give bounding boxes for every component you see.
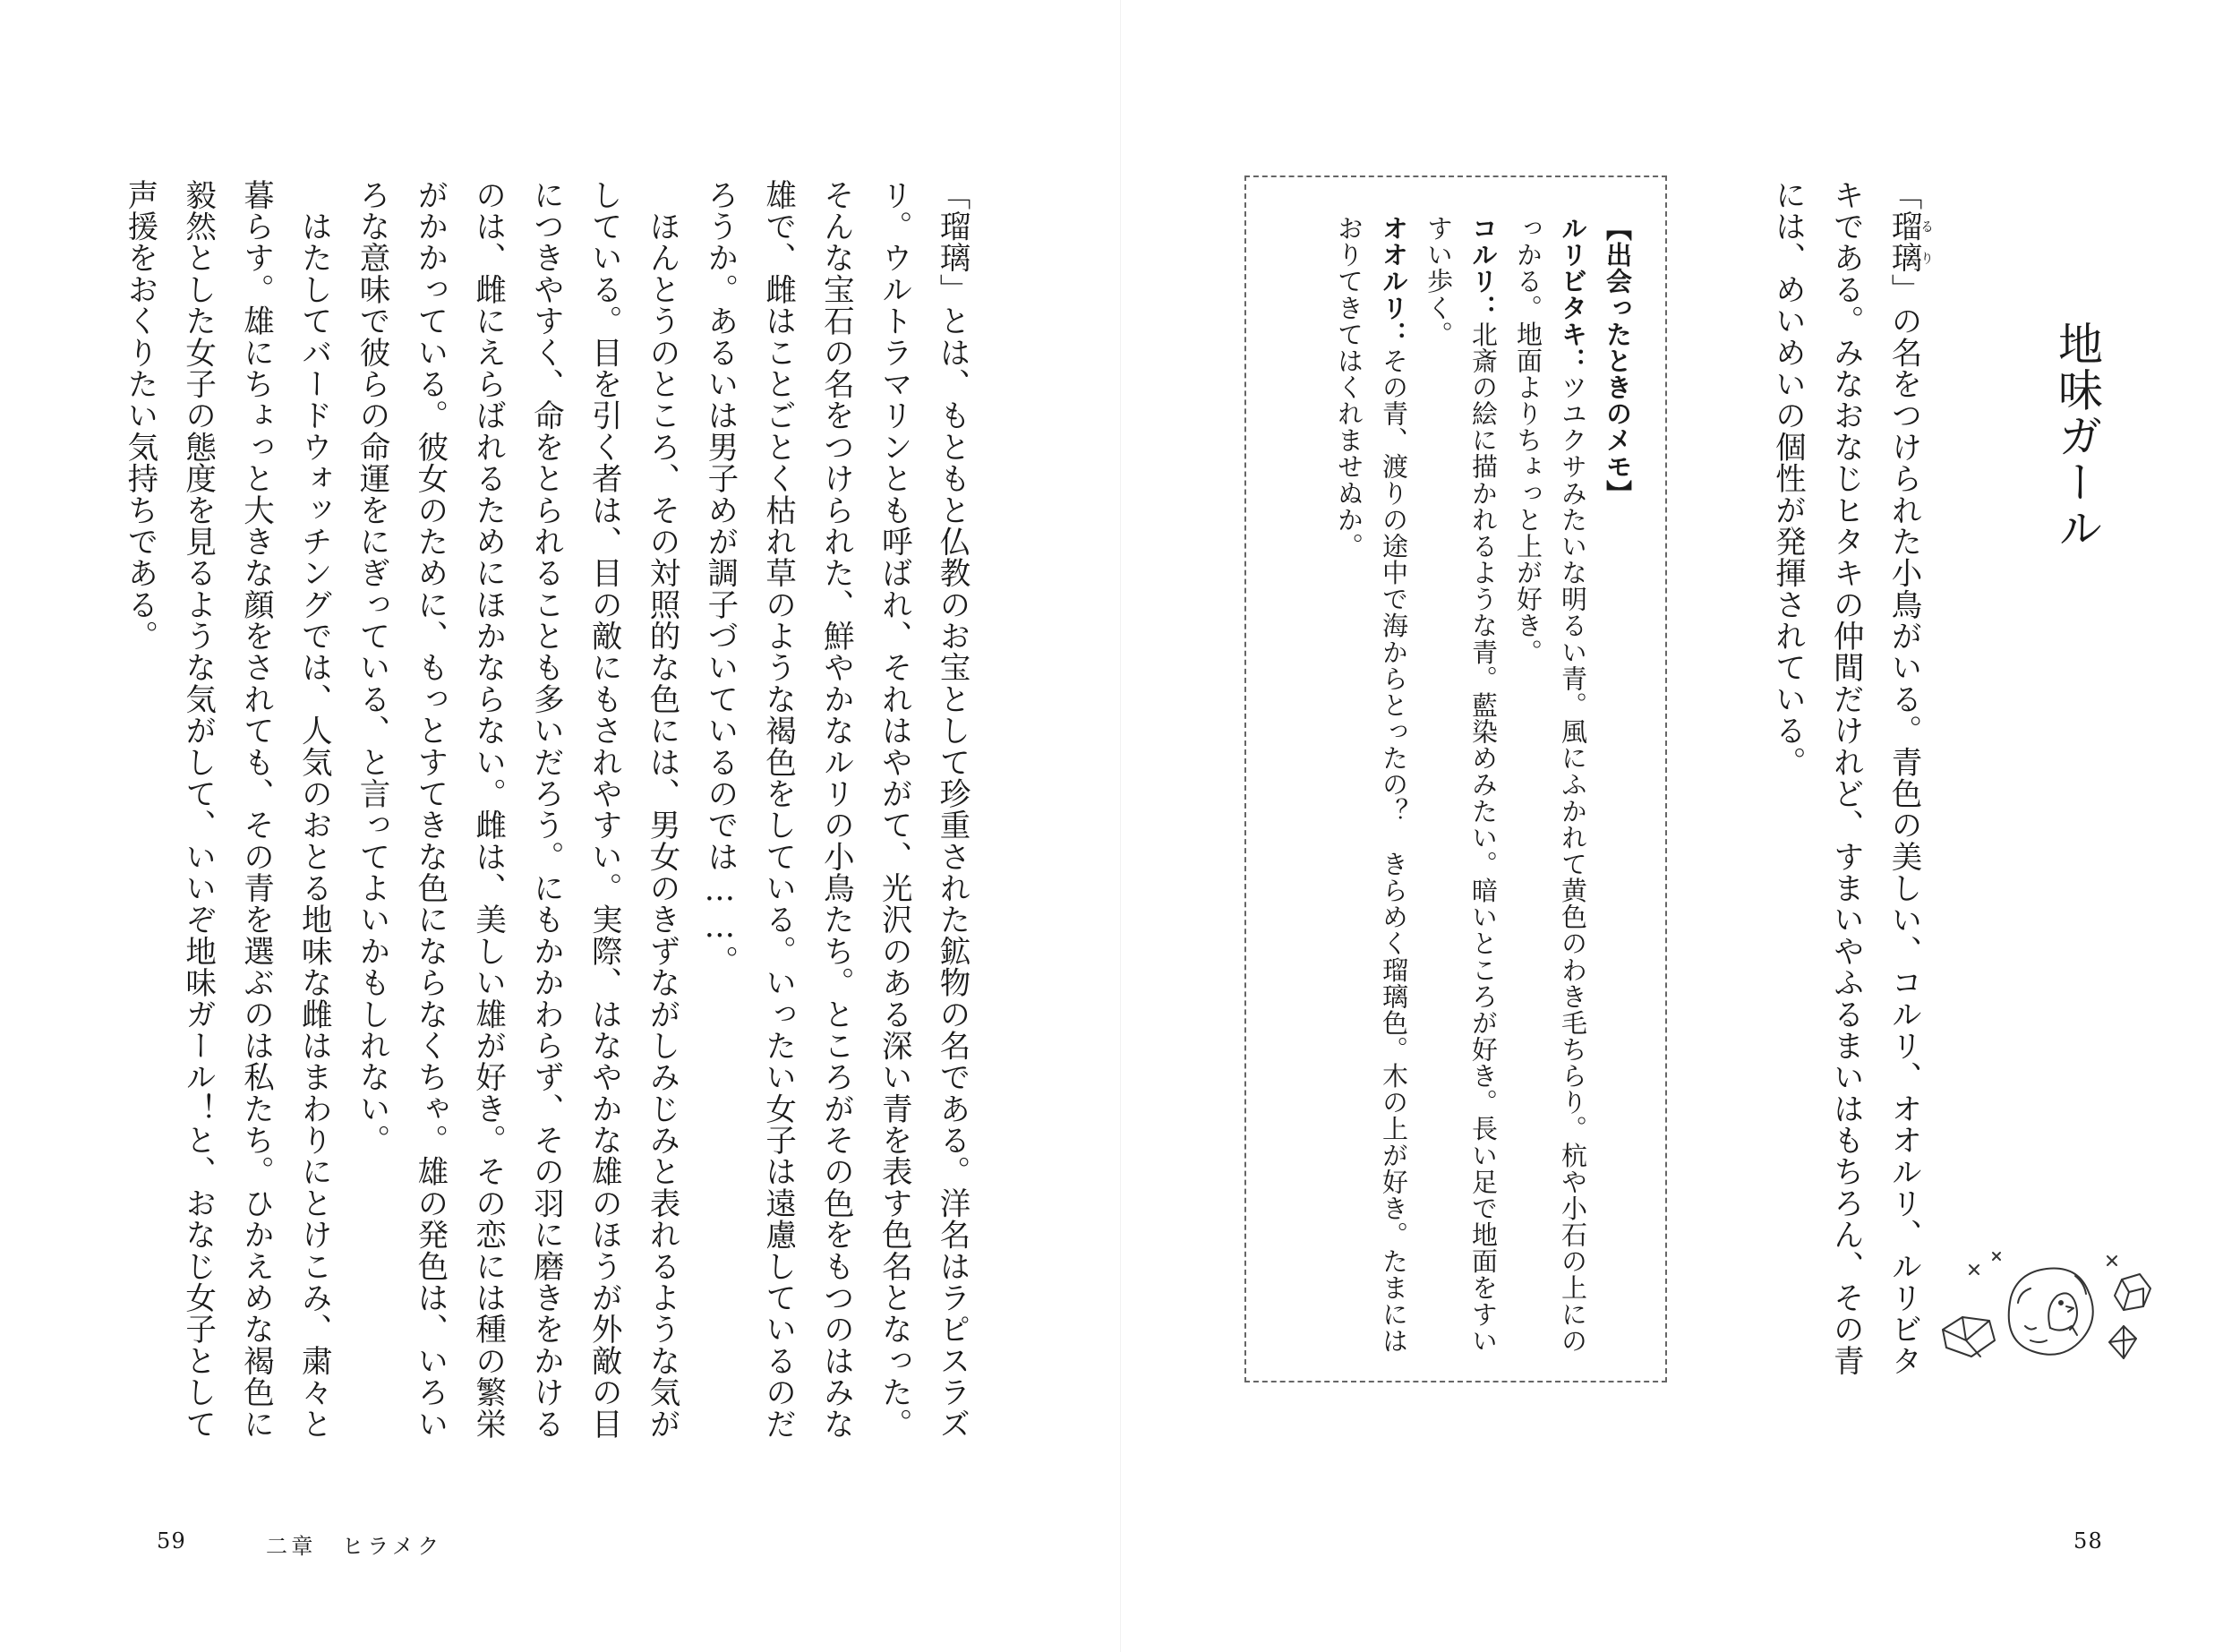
memo-note: ツユクサみたいな明るい青。風にふかれて黄色のわき毛ちらり。杭や小石の上にのっかる。地面よりちょっと上が好き。 bbox=[1513, 215, 1588, 1354]
memo-heading: 【出会ったときのメモ】 bbox=[1603, 215, 1633, 507]
left-page-body: 「瑠璃」とは、もともと仏教のお宝として珍重された鉱物の名である。洋名はラピスラズリ。ウルトラマリンとも呼ばれ、それはやがて、光沢のある深い青を表す色名となった。そんな宝石の名をつけられた、鮮やかなルリの小鳥たち。ところがその色をもつのはみな雄で、雌はことごとく枯れ草のような褐色をしている。いったい女子は遠慮しているのだろうか。あるいは男子めが調子づいているのでは……。 ほんとうのところ、その対照的な色には、男女のきずながしみじみと表れるような気がしている。目を引く者は、目の敵にもされやすい。実際、はなやかな雄のほうが外敵の目につきやすく、命をとられることも多いだろう。にもかかわらず、その羽に磨きをかけるのは、雌にえらばれるためにほかならない。雌は、美しい雄が好き。その恋には種の繁栄がかかっている。彼女のために、もっとすてきな色にならなくちゃ。雄の発色は、いろいろな意味で彼らの命運をにぎっている、と言ってよいかもしれない。 はたしてバードウォッチングでは、人気のおとる地味な雌はまわりにとけこみ、粛々と暮らす。雄にちょっと大きな顔をされても、その青を選ぶのは私たち。ひかえめな褐色に毅然とした女子の態度を見るような気がして、いいぞ地味ガール！と、おなじ女子として声援をおくりたい気持ちである。 bbox=[121, 179, 970, 1440]
memo-bird-name: ルリビタキ： bbox=[1558, 215, 1588, 374]
memo-entry-ooruri bbox=[1327, 215, 1416, 1361]
memo-content bbox=[1244, 215, 1667, 1361]
memo-note: 北斎の絵に描かれるような青。藍染めみたい。暗いところが好き。長い足で地面をすいすい歩く。 bbox=[1424, 215, 1499, 1354]
essay-title: 地味ガール bbox=[2051, 321, 2103, 552]
page-number-left: 59 bbox=[157, 1528, 186, 1554]
memo-bird-name: コルリ： bbox=[1468, 215, 1499, 321]
page-number-right: 58 bbox=[2073, 1528, 2103, 1554]
ruby-reading: 瑠璃るり bbox=[1885, 210, 1935, 274]
running-head: 二章 ヒラメク bbox=[266, 1534, 443, 1559]
memo-note: その青、渡りの途中で海からとったの？ きらめく瑠璃色。木の上が好き。たまにはおりてきてはくれませぬか。 bbox=[1334, 215, 1409, 1354]
memo-entry-rurubitaki bbox=[1506, 215, 1595, 1361]
intro-paragraph: 「瑠璃るり」の名をつけられた小鳥がいる。青色の美しい、コルリ、オオルリ、ルリビタキである。みなおなじヒタキの仲間だけれど、すまいやふるまいはもちろん、その青には、めいめいの個性が発揮されている。 bbox=[1769, 179, 1935, 1377]
memo-bird-name: オオルリ： bbox=[1379, 215, 1409, 347]
memo-entry-koruri bbox=[1416, 215, 1506, 1361]
gutter bbox=[1120, 0, 1121, 1652]
gem-bird-illustration-icon bbox=[1932, 1240, 2156, 1383]
